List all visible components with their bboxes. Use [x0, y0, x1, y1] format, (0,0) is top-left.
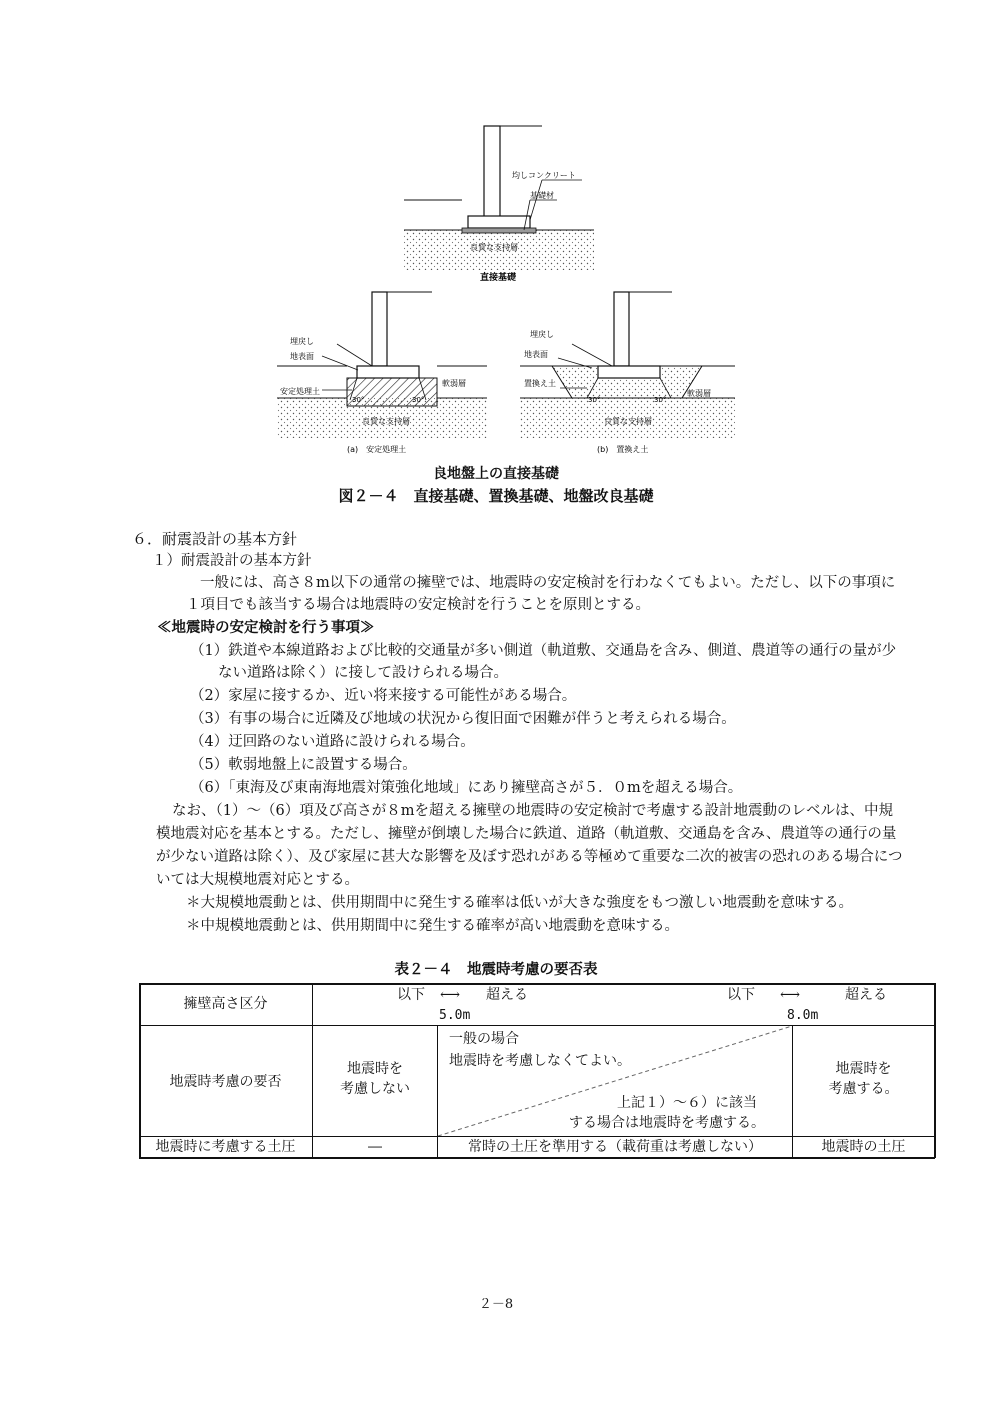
ground-surface-label-b: 地表面 [524, 350, 548, 359]
row-header-earth-pressure: 地震時に考慮する土圧 [155, 1139, 296, 1155]
consideration-line-2: 考慮する。 [828, 1081, 899, 1097]
angle-label-b1: 30° [588, 396, 601, 404]
soft-layer-label-a: 軟弱層 [442, 379, 466, 388]
good-support-layer-label-top: 良質な支持層 [470, 243, 518, 252]
item-6: （6）「東海及び東南海地震対策強化地域」にあり擁壁高さが５．０mを超える場合。 [190, 780, 743, 796]
no-consideration-line-2: 考慮しない [340, 1081, 410, 1097]
label-below-2: 以下 [727, 987, 755, 1003]
subcaption-b: (b) 置換え土 [597, 445, 649, 454]
paragraph-2-line-4: いては大規模地震対応とする。 [156, 872, 359, 888]
backfill-label-b: 埋戻し [530, 330, 554, 339]
page-number: ２－8 [478, 1297, 514, 1312]
arrow-icon-2: ⟷ [779, 987, 801, 1003]
note-large-earthquake: ＊大規模地震動とは、供用期間中に発生する確率は低いが大きな強度をもつ激しい地震動を意味する。 [186, 895, 853, 911]
items-heading: ≪地震時の安定検討を行う事項≫ [157, 619, 375, 636]
threshold-5m: 5.0m [439, 1008, 471, 1023]
note-medium-earthquake: ＊中規模地震動とは、供用期間中に発生する確率が高い地震動を意味する。 [186, 918, 679, 934]
item-1-line-1: （1）鉄道や本線道路および比較的交通量が多い側道（軌道敷、交通島を含み、側道、農道等の通行の量が少 [190, 643, 897, 659]
angle-label-b2: 30° [654, 396, 667, 404]
replacement-soil-label: 置換え土 [524, 379, 556, 388]
item-4: （4）迂回路のない道路に設けられる場合。 [190, 734, 475, 750]
general-case-label: 一般の場合 [449, 1031, 519, 1047]
backfill-label-a: 埋戻し [290, 337, 314, 346]
stabilized-soil-label: 安定処理土 [280, 387, 320, 396]
subsection-heading: １）耐震設計の基本方針 [152, 553, 312, 569]
paragraph-2-line-2: 模地震対応を基本とする。ただし、擁壁が倒壊した場合に鉄道、道路（軌道敷、交通島を含み、農道等の通行の量 [156, 826, 897, 842]
good-support-layer-label-a: 良質な支持層 [362, 417, 410, 426]
earthquake-consideration-table [139, 983, 935, 1158]
label-exceed-2: 超える [845, 987, 887, 1003]
foundation-material-label: 基礎材 [530, 191, 554, 200]
paragraph-2-line-3: が少ない道路は除く）、及び家屋に甚大な影響を及ぼす恐れがある等極めて重要な二次的被害の恐れのある場合につ [156, 849, 903, 865]
item-2: （2）家屋に接するか、近い将来接する可能性がある場合。 [190, 688, 577, 704]
general-case-text: 地震時を考慮しなくてよい。 [449, 1053, 631, 1069]
paragraph-1-line-1: 一般には、高さ８m以下の通常の擁壁では、地震時の安定検討を行わなくてもよい。ただし、以下の事項に [200, 575, 896, 591]
row-header-consideration: 地震時考慮の要否 [169, 1074, 282, 1090]
good-support-layer-label-b: 良質な支持層 [604, 417, 652, 426]
paragraph-1-line-2: １項目でも該当する場合は地震時の安定検討を行うことを原則とする。 [186, 597, 650, 613]
earth-pressure-none: ― [368, 1139, 382, 1155]
threshold-8m: 8.0m [787, 1008, 819, 1023]
ground-surface-label-a: 地表面 [290, 352, 314, 361]
no-consideration-line-1: 地震時を [347, 1061, 403, 1077]
direct-foundation-label: 直接基礎 [480, 273, 517, 283]
exception-text-line-2: する場合は地震時を考慮する。 [569, 1115, 765, 1131]
item-1-line-2: ない道路は除く）に接して設けられる場合。 [218, 665, 508, 681]
paragraph-2-line-1: なお、（1）～（6）項及び高さが８mを超える擁壁の地震時の安定検討で考慮する設計地震動のレベルは、中規 [172, 803, 893, 819]
leveling-concrete-label: 均しコンクリート [512, 171, 576, 180]
row-header-wall-height: 擁壁高さ区分 [183, 996, 268, 1012]
section-heading: ６．耐震設計の基本方針 [132, 530, 298, 548]
item-5: （5）軟弱地盤上に設置する場合。 [190, 757, 417, 773]
exception-text-line-1: 上記１）～６）に該当 [617, 1095, 757, 1111]
figure-caption: 図２－４ 直接基礎、置換基礎、地盤改良基礎 [338, 487, 654, 505]
label-exceed-1: 超える [486, 987, 528, 1003]
consideration-line-1: 地震時を [835, 1061, 892, 1077]
item-3: （3）有事の場合に近隣及び地域の状況から復旧面で困難が伴うと考えられる場合。 [190, 711, 736, 727]
arrow-icon-1: ⟷ [439, 987, 461, 1003]
soft-layer-label-b: 軟弱層 [687, 389, 711, 398]
subcaption-a: (a) 安定処理土 [347, 445, 407, 454]
earth-pressure-normal: 常時の土圧を準用する（載荷重は考慮しない） [468, 1139, 762, 1155]
earth-pressure-seismic: 地震時の土圧 [821, 1139, 906, 1155]
angle-label-a1: 30° [352, 396, 365, 404]
figure-subcaption: 良地盤上の直接基礎 [433, 466, 559, 482]
foundation-figure [262, 100, 752, 460]
label-below-1: 以下 [397, 987, 425, 1003]
table-title: 表２－４ 地震時考慮の要否表 [394, 962, 598, 978]
angle-label-a2: 30° [412, 396, 425, 404]
